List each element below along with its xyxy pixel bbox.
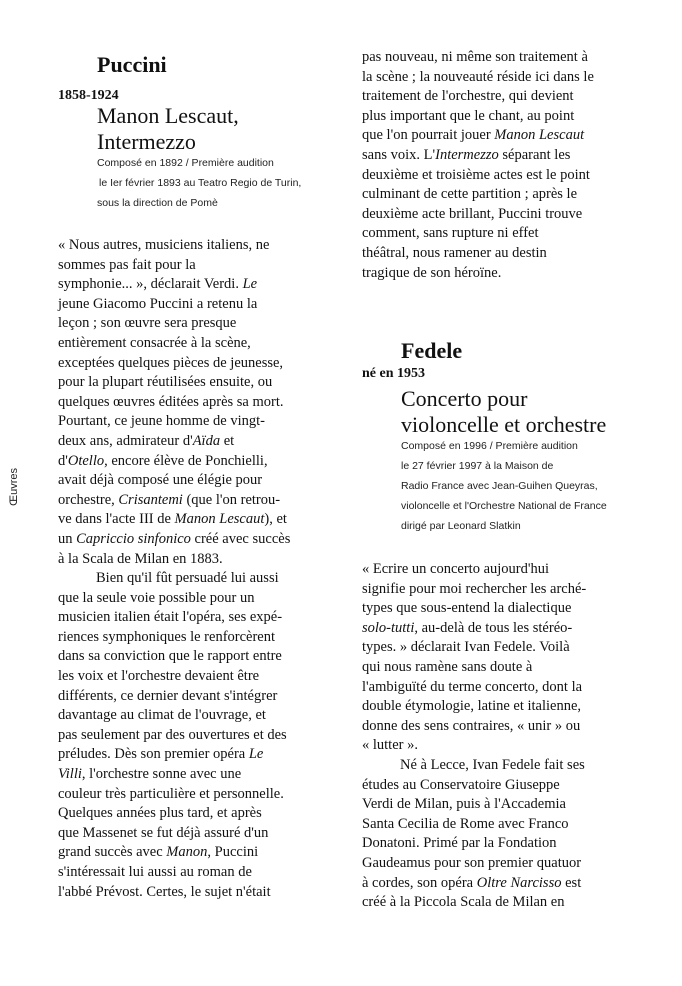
text-line: quelques œuvres éditées après sa mort. [58,393,284,410]
text-line: sommes pas fait pour la [58,256,196,273]
text-line: sans voix. L'Intermezzo séparant les [362,146,571,163]
text-line: orchestre, Crisantemi (que l'on retrou- [58,491,281,508]
text-line: symphonie... », déclarait Verdi. Le [58,276,258,293]
text-line: couleur très particulière et personnelle. [58,785,284,802]
text-line: solo-tutti, au-delà de tous les stéréo- [362,619,573,636]
note-line: violoncelle et l'Orchestre National de France [401,500,607,512]
composer-dates: né en 1953 [362,366,425,381]
work-title [97,103,239,155]
composer-dates: 1858-1924 [58,88,119,103]
body-text [362,560,586,913]
text-line: Pourtant, ce jeune homme de vingt- [58,413,265,430]
text-line: signifie pour moi rechercher les arché- [362,580,587,597]
text-line: deuxième et troisième actes est le point [362,166,590,183]
text-line: davantage au climat de l'ouvrage, et [58,707,266,724]
text-line: la scène ; la nouveauté réside ici dans le [362,68,594,85]
text-line: culminant de cette partition ; après le [362,186,578,203]
text-line: que Massenet se fut déjà assuré d'un [58,824,269,841]
text-line: que la seule voie possible pour un [58,589,255,606]
text-line: jeune Giacomo Puccini a retenu la [58,295,258,312]
text-line: qui nous ramène sans doute à [362,658,533,675]
work-title-line: Intermezzo [97,129,196,154]
note-line: sous la direction de Pomè [97,197,218,209]
text-line: Santa Cecilia de Rome avec Franco [362,815,569,832]
note-line: le Ier février 1893 au Teatro Regio de Turin, [99,177,302,189]
text-line: pas seulement par des ouvertures et des [58,726,287,743]
text-line: comment, sans rupture ni effet [362,225,539,242]
text-line: préludes. Dès son premier opéra Le [58,746,264,763]
work-title-line: Manon Lescaut, [97,103,239,128]
text-line: à la Scala de Milan en 1883. [58,550,223,567]
premiere-note [97,153,301,213]
composer-name: Fedele [401,338,463,363]
text-line: que l'on pourrait jouer Manon Lescaut [362,127,585,144]
text-line: riences symphoniques le renforcèrent [58,628,276,645]
text-line: « Ecrire un concerto aujourd'hui [362,561,550,577]
body-text [58,236,290,902]
text-line: plus important que le chant, au point [362,107,575,124]
text-line: Gaudeamus pour son premier quatuor [362,854,582,871]
text-line: Verdi de Milan, puis à l'Accademia [362,796,566,813]
text-line: pas nouveau, ni même son traitement à [362,49,588,65]
text-line: traitement de l'orchestre, qui devient [362,88,574,105]
work-title-line: Concerto pour [401,386,528,411]
text-line: créé à la Piccola Scala de Milan en [362,894,565,911]
text-line: pour la plupart réutilisées ensuite, ou [58,374,273,391]
section-label: Œuvres [8,468,20,506]
text-line: d'Otello, encore élève de Ponchielli, [58,452,268,469]
text-line: Villi, l'orchestre sonne avec une [58,766,242,783]
text-line: Né à Lecce, Ivan Fedele fait ses [400,756,585,773]
note-line: Radio France avec Jean-Guihen Queyras, [401,480,598,492]
note-line: Composé en 1892 / Première audition [97,157,274,169]
text-line: tragique de son héroïne. [362,264,502,281]
text-line: exceptées quelques pièces de jeunesse, [58,354,284,371]
text-line: donne des sens contraires, « unir » ou [362,717,581,734]
text-line: grand succès avec Manon, Puccini [58,844,259,861]
text-line: avait déjà composé une élégie pour [58,472,263,489]
text-line: un Capriccio sinfonico créé avec succès [58,530,291,547]
note-line: le 27 février 1997 à la Maison de [401,460,554,472]
body-text-continued [362,48,594,283]
text-line: types. » déclarait Ivan Fedele. Voilà [362,639,570,656]
text-line: l'ambiguïté du terme concerto, dont la [362,678,583,695]
text-line: entièrement consacrée à la scène, [58,334,251,351]
text-line: l'abbé Prévost. Certes, le sujet n'était [58,883,271,900]
text-line: Quelques années plus tard, et après [58,805,262,822]
text-line: « Nous autres, musiciens italiens, ne [58,237,270,253]
text-line: deuxième acte brillant, Puccini trouve [362,205,583,222]
text-line: à cordes, son opéra Oltre Narcisso est [362,874,582,891]
text-line: « lutter ». [362,737,418,754]
text-line: différents, ce dernier devant s'intégrer [58,687,278,704]
note-line: Composé en 1996 / Première audition [401,440,578,452]
work-title-line: violoncelle et orchestre [401,412,607,437]
note-line: dirigé par Leonard Slatkin [401,520,521,532]
text-line: théâtral, nous ramener au destin [362,244,547,261]
text-line: types que sous-entend la dialectique [362,600,572,617]
text-line: musicien italien était l'opéra, ses expé- [58,609,283,626]
text-line: deux ans, admirateur d'Aïda et [58,432,235,449]
text-line: les voix et l'orchestre devaient être [58,668,260,685]
text-line: ve dans l'acte III de Manon Lescaut), et [58,511,287,528]
work-title [401,386,606,438]
text-line: Donatoni. Primé par la Fondation [362,835,557,852]
text-line: études au Conservatoire Giuseppe [362,776,560,793]
text-line: leçon ; son œuvre sera presque [58,315,237,332]
composer-name: Puccini [97,52,167,77]
text-line: double étymologie, latine et italienne, [362,698,582,715]
text-line: s'intéressait lui aussi au roman de [58,864,252,880]
text-line: dans sa conviction que le rapport entre [58,648,282,665]
text-line: Bien qu'il fût persuadé lui aussi [96,570,279,587]
premiere-note [401,436,607,536]
